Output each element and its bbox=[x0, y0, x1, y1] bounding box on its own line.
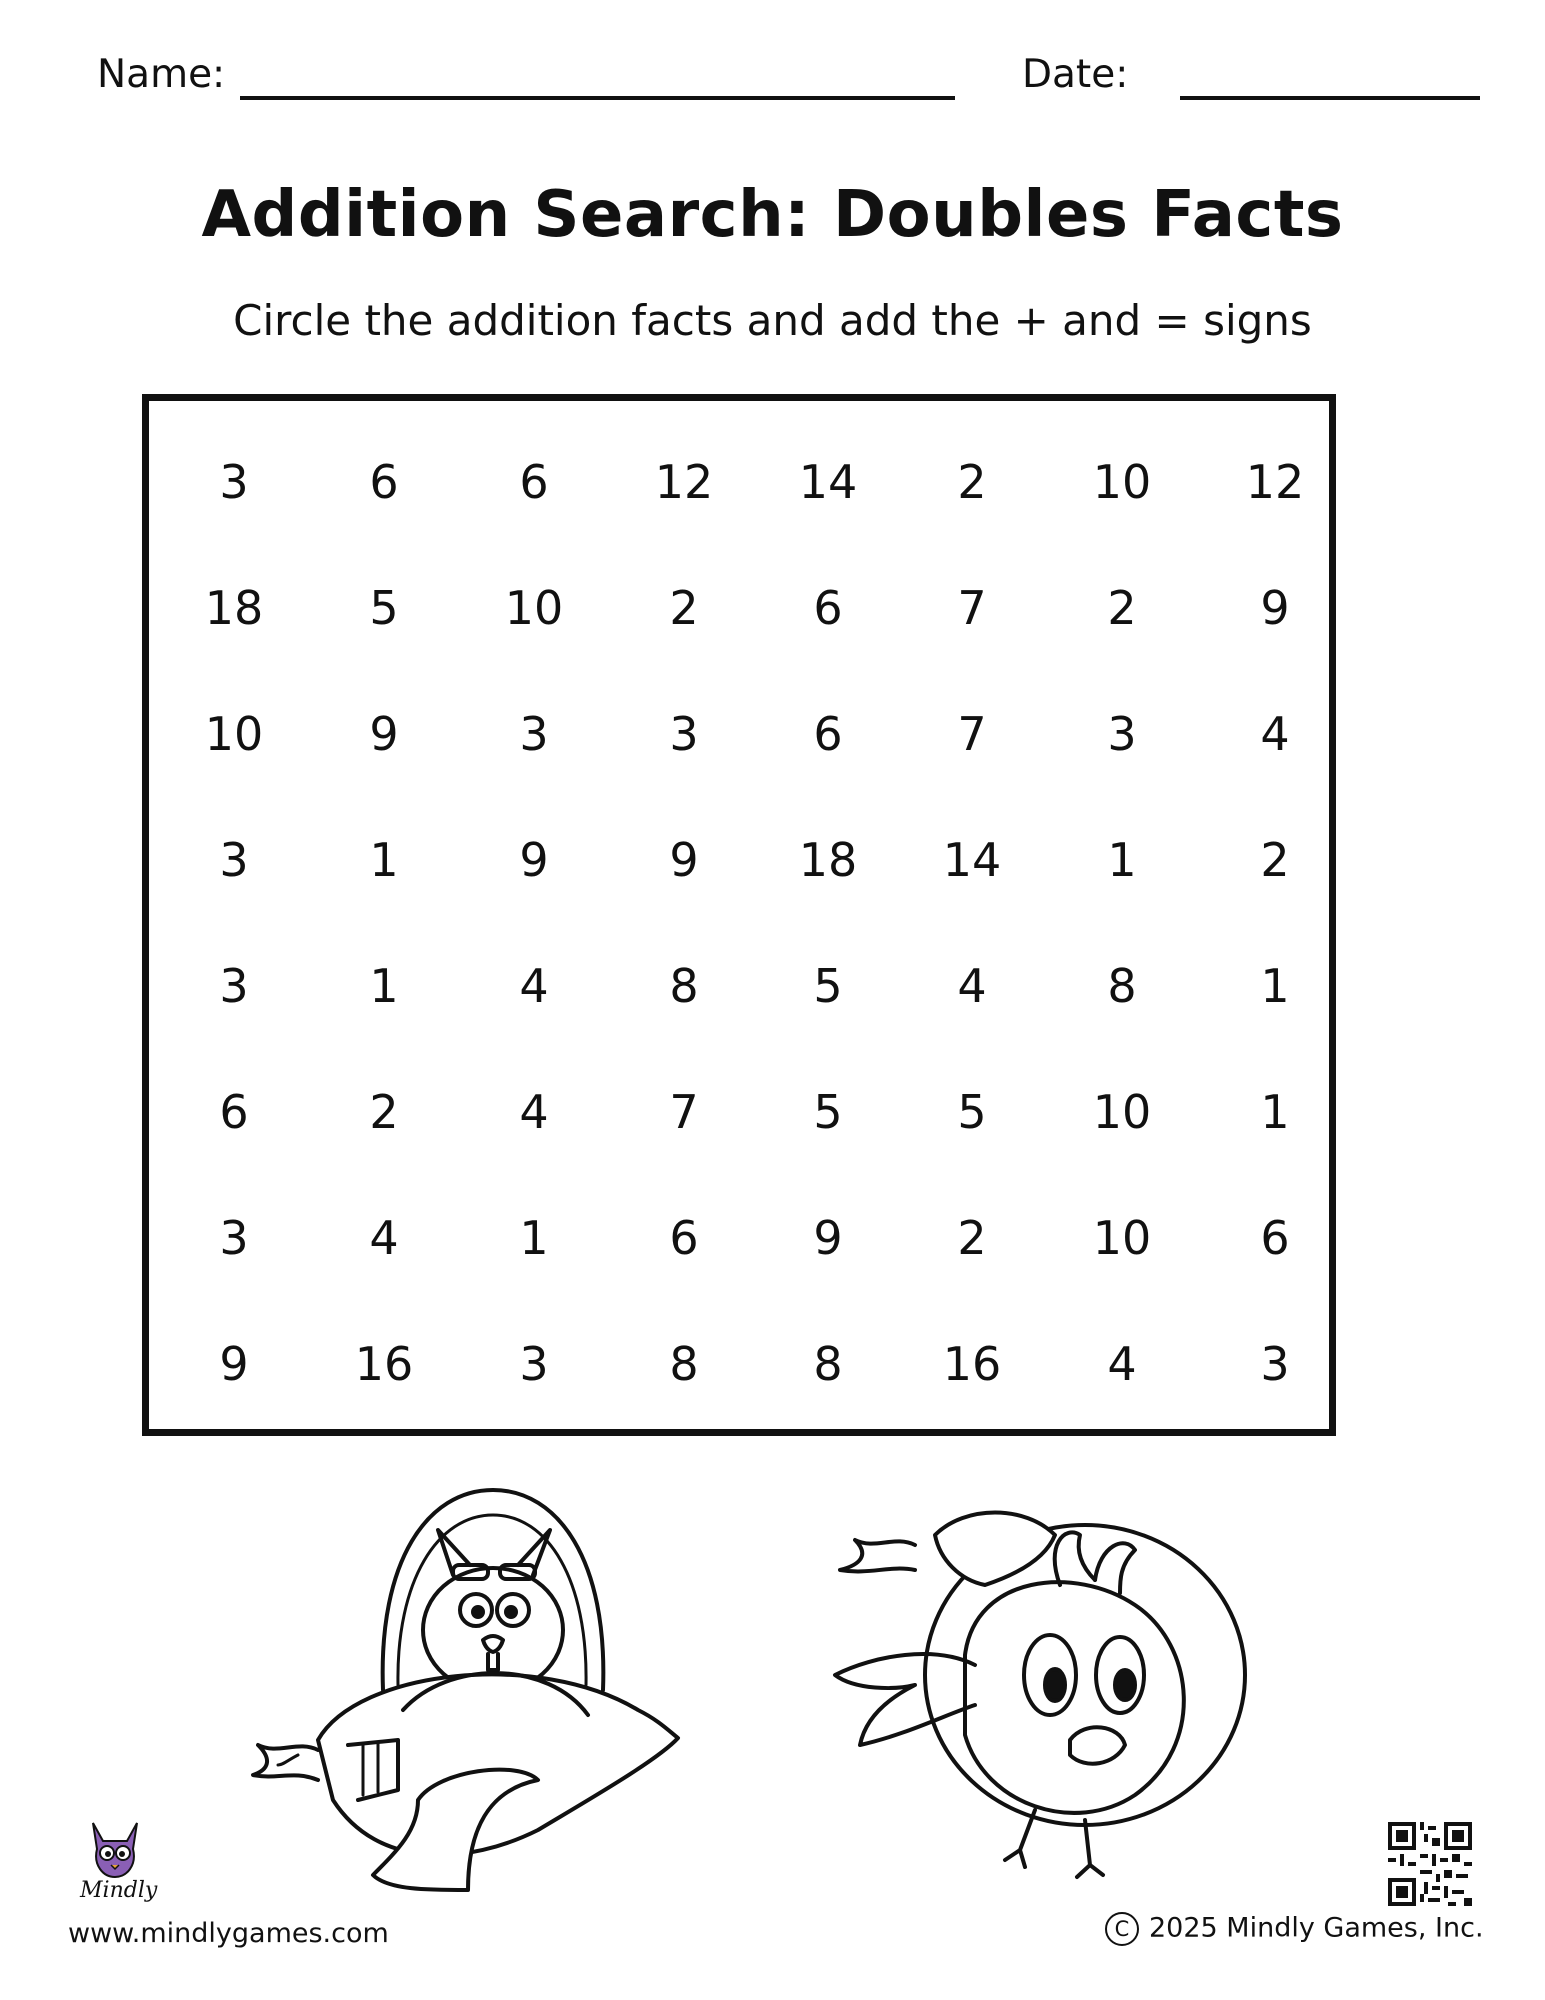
rabbit-rocket-illustration bbox=[238, 1470, 738, 1910]
grid-number[interactable]: 2 bbox=[669, 581, 699, 635]
grid-number[interactable]: 2 bbox=[957, 1211, 987, 1265]
grid-number[interactable]: 10 bbox=[204, 707, 264, 761]
page-title: Addition Search: Doubles Facts bbox=[201, 178, 1344, 252]
grid-number[interactable]: 1 bbox=[369, 833, 399, 887]
grid-number[interactable]: 1 bbox=[1107, 833, 1137, 887]
grid-number[interactable]: 8 bbox=[813, 1337, 843, 1391]
date-line[interactable] bbox=[1180, 96, 1480, 100]
grid-number[interactable]: 7 bbox=[669, 1085, 699, 1139]
grid-number[interactable]: 4 bbox=[1260, 707, 1290, 761]
grid-number[interactable]: 3 bbox=[1107, 707, 1137, 761]
name-label: Name: bbox=[97, 52, 226, 97]
copyright-text: 2025 Mindly Games, Inc. bbox=[1149, 1912, 1484, 1944]
grid-number[interactable]: 3 bbox=[219, 455, 249, 509]
grid-number[interactable]: 6 bbox=[519, 455, 549, 509]
grid-number[interactable]: 3 bbox=[519, 707, 549, 761]
grid-number[interactable]: 9 bbox=[219, 1337, 249, 1391]
grid-number[interactable]: 5 bbox=[813, 959, 843, 1013]
grid-number[interactable]: 2 bbox=[1107, 581, 1137, 635]
copyright-icon: C bbox=[1105, 1912, 1139, 1946]
grid-number[interactable]: 9 bbox=[519, 833, 549, 887]
grid-number[interactable]: 12 bbox=[654, 455, 714, 509]
website-url[interactable]: www.mindlygames.com bbox=[68, 1918, 389, 1949]
grid-number[interactable]: 1 bbox=[369, 959, 399, 1013]
grid-number[interactable]: 8 bbox=[669, 1337, 699, 1391]
grid-number[interactable]: 4 bbox=[519, 1085, 549, 1139]
grid-number[interactable]: 1 bbox=[1260, 959, 1290, 1013]
grid-number[interactable]: 18 bbox=[798, 833, 858, 887]
grid-number[interactable]: 3 bbox=[219, 833, 249, 887]
grid-number[interactable]: 16 bbox=[354, 1337, 414, 1391]
grid-number[interactable]: 8 bbox=[669, 959, 699, 1013]
instructions: Circle the addition facts and add the + and = signs bbox=[233, 296, 1312, 345]
grid-number[interactable]: 6 bbox=[669, 1211, 699, 1265]
grid-number[interactable]: 14 bbox=[798, 455, 858, 509]
grid-number[interactable]: 10 bbox=[1092, 1211, 1152, 1265]
grid-number[interactable]: 7 bbox=[957, 581, 987, 635]
grid-number[interactable]: 1 bbox=[519, 1211, 549, 1265]
grid-number[interactable]: 14 bbox=[942, 833, 1002, 887]
grid-number[interactable]: 3 bbox=[519, 1337, 549, 1391]
grid-number[interactable]: 4 bbox=[519, 959, 549, 1013]
grid-number[interactable]: 10 bbox=[1092, 1085, 1152, 1139]
grid-number[interactable]: 6 bbox=[369, 455, 399, 509]
grid-number[interactable]: 2 bbox=[1260, 833, 1290, 887]
logo-text: Mindly bbox=[80, 1878, 158, 1903]
grid-number[interactable]: 6 bbox=[1260, 1211, 1290, 1265]
grid-number[interactable]: 3 bbox=[219, 959, 249, 1013]
grid-number[interactable]: 9 bbox=[813, 1211, 843, 1265]
grid-number[interactable]: 1 bbox=[1260, 1085, 1290, 1139]
grid-number[interactable]: 9 bbox=[369, 707, 399, 761]
grid-number[interactable]: 5 bbox=[957, 1085, 987, 1139]
grid-number[interactable]: 3 bbox=[669, 707, 699, 761]
grid-number[interactable]: 4 bbox=[957, 959, 987, 1013]
grid-number[interactable]: 2 bbox=[369, 1085, 399, 1139]
grid-number[interactable]: 12 bbox=[1245, 455, 1305, 509]
grid-number[interactable]: 6 bbox=[813, 707, 843, 761]
copyright bbox=[1105, 1912, 1484, 1946]
grid-number[interactable]: 6 bbox=[813, 581, 843, 635]
grid-number[interactable]: 7 bbox=[957, 707, 987, 761]
grid-number[interactable]: 9 bbox=[669, 833, 699, 887]
grid-number[interactable]: 6 bbox=[219, 1085, 249, 1139]
grid-number[interactable]: 5 bbox=[813, 1085, 843, 1139]
grid-number[interactable]: 2 bbox=[957, 455, 987, 509]
grid-number[interactable]: 9 bbox=[1260, 581, 1290, 635]
grid-number[interactable]: 16 bbox=[942, 1337, 1002, 1391]
date-label: Date: bbox=[1022, 52, 1129, 97]
grid-number[interactable]: 18 bbox=[204, 581, 264, 635]
grid-number[interactable]: 10 bbox=[504, 581, 564, 635]
grid-number[interactable]: 4 bbox=[1107, 1337, 1137, 1391]
bird-helmet-illustration bbox=[815, 1475, 1275, 1895]
grid-number[interactable]: 3 bbox=[219, 1211, 249, 1265]
grid-number[interactable]: 8 bbox=[1107, 959, 1137, 1013]
name-line[interactable] bbox=[240, 96, 955, 100]
grid-number[interactable]: 10 bbox=[1092, 455, 1152, 509]
number-grid bbox=[142, 394, 1336, 1436]
mindly-logo-icon bbox=[75, 1815, 155, 1885]
grid-number[interactable]: 3 bbox=[1260, 1337, 1290, 1391]
qr-code-icon bbox=[1388, 1822, 1472, 1906]
grid-number[interactable]: 5 bbox=[369, 581, 399, 635]
grid-number[interactable]: 4 bbox=[369, 1211, 399, 1265]
